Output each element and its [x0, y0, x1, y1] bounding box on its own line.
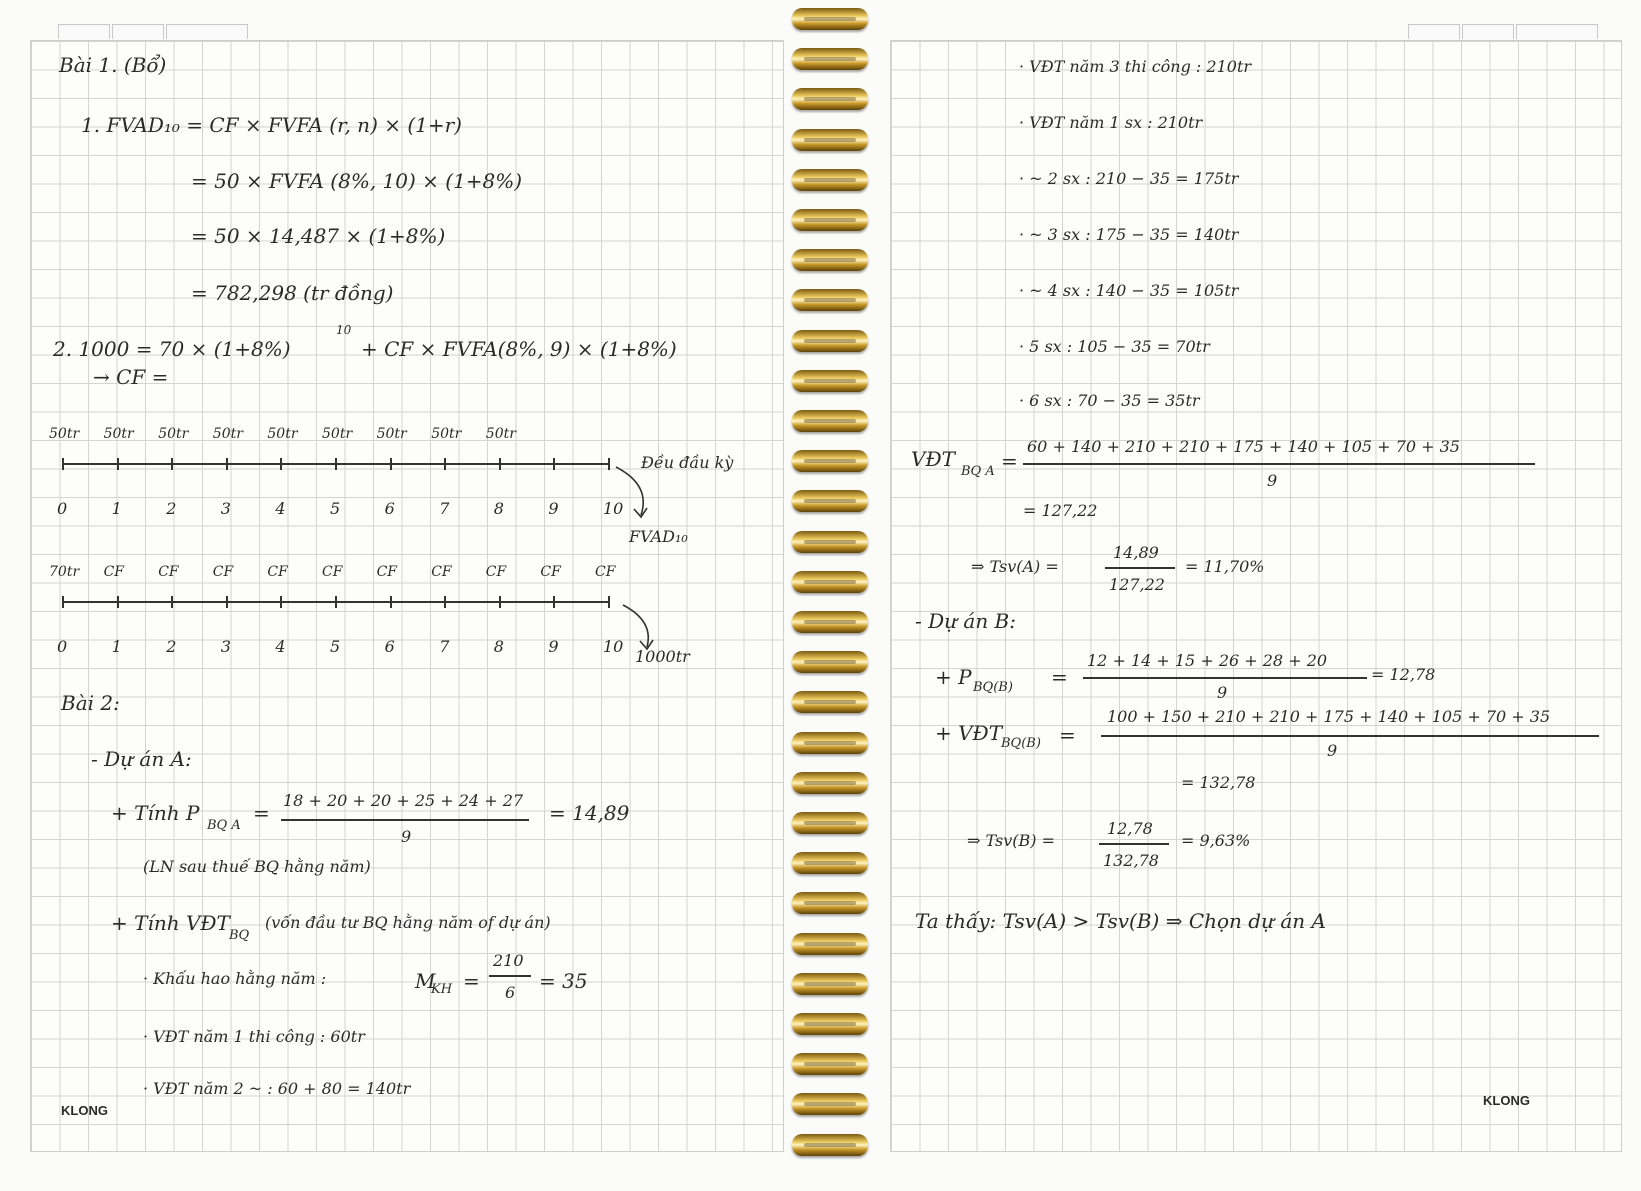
- binding-ring: [792, 1134, 868, 1156]
- bai2-title: Bài 2:: [61, 691, 120, 715]
- timeline1-arrow: [611, 465, 671, 525]
- binding-ring: [792, 330, 868, 352]
- p-avg-denominator: 9: [401, 827, 412, 846]
- timeline-period-label: 6: [384, 637, 395, 656]
- q2-exponent: 10: [336, 323, 352, 337]
- depreciation-sub: KH: [431, 982, 453, 997]
- binding-ring: [792, 8, 868, 30]
- timeline-cashflow-label: CF: [103, 564, 125, 580]
- p-b-numerator: 12 + 14 + 15 + 26 + 28 + 20: [1087, 651, 1328, 670]
- timeline-tick: [280, 458, 282, 470]
- vdt-a-denominator: 9: [1267, 471, 1278, 490]
- project-a-heading: - Dự án A:: [91, 747, 192, 771]
- tsv-a-numerator: 14,89: [1113, 543, 1159, 562]
- timeline-tick: [171, 596, 173, 608]
- timeline-period-label: 10: [603, 637, 624, 656]
- binding-ring: [792, 370, 868, 392]
- vdt-a-sub: BQ A: [961, 464, 995, 479]
- page-tabs-left: [58, 24, 248, 40]
- timeline-cashflow-label: CF: [322, 564, 343, 580]
- timeline-note: Đều đầu kỳ: [641, 453, 734, 472]
- tsv-a-denominator: 127,22: [1109, 575, 1165, 594]
- timeline-cashflow-label: CF: [485, 564, 507, 580]
- timeline-cashflow-label: 50tr: [212, 426, 243, 442]
- fraction-bar: [1099, 843, 1169, 845]
- binding-ring: [792, 88, 868, 110]
- binding-ring: [792, 772, 868, 794]
- production-year2: · ~ 2 sx : 210 − 35 = 175tr: [1019, 169, 1239, 188]
- timeline-tick: [499, 458, 501, 470]
- timeline-period-label: 5: [330, 637, 341, 656]
- vdt-b-label: + VĐT: [935, 721, 1003, 745]
- timeline-tick: [608, 458, 610, 470]
- tsv-b-denominator: 132,78: [1103, 851, 1159, 870]
- vdt-b-sub: BQ(B): [1001, 736, 1041, 751]
- binding-ring: [792, 651, 868, 673]
- vdt-b-denominator: 9: [1327, 741, 1338, 760]
- timeline-cashflow-label: 50tr: [103, 426, 134, 442]
- q1-line1: 1. FVAD₁₀ = CF × FVFA (r, n) × (1+r): [81, 113, 462, 137]
- timeline-cashflow-label: 50tr: [485, 426, 516, 442]
- binding-ring: [792, 531, 868, 553]
- timeline-period-label: 10: [603, 499, 624, 518]
- equals-sign: =: [253, 801, 270, 825]
- timeline-tick: [117, 458, 119, 470]
- p-b-result: = 12,78: [1371, 665, 1436, 684]
- right-notebook-page: [890, 40, 1622, 1152]
- p-b-label: + P: [935, 665, 972, 689]
- vdt-a-result: = 127,22: [1023, 501, 1098, 520]
- q1-line3: = 50 × 14,487 × (1+8%): [191, 224, 446, 248]
- binding-ring: [792, 209, 868, 231]
- binding-ring: [792, 1053, 868, 1075]
- binding-ring: [792, 490, 868, 512]
- tsv-a-result: = 11,70%: [1185, 557, 1265, 576]
- binding-ring: [792, 812, 868, 834]
- p-avg-result: = 14,89: [549, 801, 630, 825]
- binding-ring: [792, 289, 868, 311]
- timeline-period-label: 8: [493, 637, 504, 656]
- fraction-bar: [489, 975, 531, 977]
- vdt-a-label: VĐT: [911, 447, 955, 471]
- conclusion: Ta thấy: Tsv(A) > Tsv(B) ⇒ Chọn dự án A: [915, 909, 1326, 933]
- depreciation-result: = 35: [539, 969, 588, 993]
- binding-ring: [792, 571, 868, 593]
- p-avg-sub: BQ A: [207, 818, 241, 833]
- binding-ring: [792, 852, 868, 874]
- timeline1-result: FVAD₁₀: [629, 527, 688, 546]
- timeline-tick: [499, 596, 501, 608]
- timeline-tick: [171, 458, 173, 470]
- brand-logo: KLONG: [1483, 1093, 1530, 1108]
- fraction-bar: [1105, 567, 1175, 569]
- v-avg-sub: BQ: [229, 928, 250, 943]
- binding-ring: [792, 1013, 868, 1035]
- timeline-tick: [553, 458, 555, 470]
- timeline-cashflow-label: 70tr: [49, 564, 80, 580]
- timeline-period-label: 2: [166, 499, 177, 518]
- timeline-tick: [117, 596, 119, 608]
- p-avg-note: (LN sau thuế BQ hằng năm): [143, 857, 371, 876]
- timeline-period-label: 3: [220, 637, 231, 656]
- timeline-period-label: 4: [275, 499, 286, 518]
- timeline-period-label: 9: [548, 637, 559, 656]
- timeline-period-label: 1: [111, 637, 122, 656]
- fraction-bar: [1083, 677, 1367, 679]
- timeline-tick: [62, 596, 64, 608]
- equals-sign: =: [463, 969, 480, 993]
- timeline-tick: [335, 596, 337, 608]
- timeline-period-label: 1: [111, 499, 122, 518]
- timeline-period-label: 7: [439, 637, 450, 656]
- timeline-tick: [444, 458, 446, 470]
- project-b-heading: - Dự án B:: [915, 609, 1016, 633]
- timeline-cashflow-label: CF: [158, 564, 179, 580]
- binding-ring: [792, 450, 868, 472]
- investment-year2: · VĐT năm 2 ~ : 60 + 80 = 140tr: [143, 1079, 411, 1098]
- timeline-tick: [335, 458, 337, 470]
- fraction-bar: [1101, 735, 1599, 737]
- binding-ring: [792, 1093, 868, 1115]
- binding-ring: [792, 129, 868, 151]
- timeline2-arrow: [619, 603, 669, 653]
- timeline-tick: [226, 596, 228, 608]
- exercise-title: Bài 1. (Bổ): [59, 53, 167, 77]
- production-year6: · 6 sx : 70 − 35 = 35tr: [1019, 391, 1200, 410]
- timeline-tick: [444, 596, 446, 608]
- depreciation-m: M: [415, 969, 436, 993]
- tsv-b-result: = 9,63%: [1181, 831, 1251, 850]
- timeline-period-label: 7: [439, 499, 450, 518]
- depreciation-label: · Khấu hao hằng năm :: [143, 969, 327, 988]
- fraction-bar: [281, 819, 529, 821]
- timeline-cashflow-label: CF: [212, 564, 234, 580]
- timeline-period-label: 2: [166, 637, 177, 656]
- production-year3: · ~ 3 sx : 175 − 35 = 140tr: [1019, 225, 1239, 244]
- tsv-b-numerator: 12,78: [1107, 819, 1153, 838]
- timeline-tick: [226, 458, 228, 470]
- tsv-b-label: ⇒ Tsv(B) =: [967, 831, 1055, 850]
- p-b-denominator: 9: [1217, 683, 1228, 702]
- binding-ring: [792, 973, 868, 995]
- timeline-tick: [280, 596, 282, 608]
- production-year5: · 5 sx : 105 − 35 = 70tr: [1019, 337, 1210, 356]
- investment-year3: · VĐT năm 3 thi công : 210tr: [1019, 57, 1252, 76]
- timeline-tick: [553, 596, 555, 608]
- vdt-a-numerator: 60 + 140 + 210 + 210 + 175 + 140 + 105 + 70 + 35: [1027, 437, 1460, 456]
- v-avg-label: + Tính VĐT: [111, 911, 230, 935]
- q2-line2: → CF =: [93, 365, 169, 389]
- timeline-tick: [608, 596, 610, 608]
- p-avg-label: + Tính P: [111, 801, 200, 825]
- timeline-cashflow-label: 50tr: [376, 426, 407, 442]
- q2-line1: 2. 1000 = 70 × (1+8%): [53, 337, 291, 361]
- binding-ring: [792, 169, 868, 191]
- production-year4: · ~ 4 sx : 140 − 35 = 105tr: [1019, 281, 1239, 300]
- depreciation-denominator: 6: [505, 983, 516, 1002]
- timeline-tick: [390, 596, 392, 608]
- binding-ring: [792, 410, 868, 432]
- investment-year1: · VĐT năm 1 thi công : 60tr: [143, 1027, 365, 1046]
- binding-ring: [792, 933, 868, 955]
- binding-ring: [792, 732, 868, 754]
- binding-ring: [792, 691, 868, 713]
- timeline-cashflow-label: 50tr: [49, 426, 80, 442]
- spiral-binding: [792, 0, 868, 1191]
- timeline-cashflow-label: 50tr: [431, 426, 462, 442]
- timeline2-result: 1000tr: [635, 647, 690, 666]
- binding-ring: [792, 611, 868, 633]
- timeline-cashflow-label: 50tr: [267, 426, 298, 442]
- vdt-b-result: = 132,78: [1181, 773, 1256, 792]
- fraction-bar: [1023, 463, 1535, 465]
- v-avg-note: (vốn đầu tư BQ hằng năm of dự án): [265, 913, 551, 932]
- timeline-tick: [62, 458, 64, 470]
- timeline-period-label: 5: [330, 499, 341, 518]
- timeline-period-label: 9: [548, 499, 559, 518]
- timeline-period-label: 4: [275, 637, 286, 656]
- q2-line1b: + CF × FVFA(8%, 9) × (1+8%): [361, 337, 677, 361]
- timeline-period-label: 3: [220, 499, 231, 518]
- left-notebook-page: [30, 40, 784, 1152]
- p-avg-numerator: 18 + 20 + 20 + 25 + 24 + 27: [283, 791, 524, 810]
- binding-ring: [792, 249, 868, 271]
- equals-sign: =: [1051, 665, 1068, 689]
- timeline-cashflow-label: CF: [540, 564, 561, 580]
- page-tabs-right: [1408, 24, 1598, 40]
- timeline-period-label: 0: [57, 637, 68, 656]
- production-year1: · VĐT năm 1 sx : 210tr: [1019, 113, 1203, 132]
- timeline-tick: [390, 458, 392, 470]
- timeline-period-label: 8: [493, 499, 504, 518]
- timeline-cashflow-label: CF: [376, 564, 398, 580]
- brand-logo: KLONG: [61, 1103, 108, 1118]
- binding-ring: [792, 892, 868, 914]
- depreciation-numerator: 210: [493, 951, 524, 970]
- timeline-cashflow-label: CF: [595, 564, 616, 580]
- vdt-b-numerator: 100 + 150 + 210 + 210 + 175 + 140 + 105 + 70 + 35: [1107, 707, 1551, 726]
- binding-ring: [792, 48, 868, 70]
- equals-sign: =: [1001, 449, 1018, 473]
- timeline-period-label: 0: [57, 499, 68, 518]
- timeline-cashflow-label: CF: [431, 564, 452, 580]
- timeline-period-label: 6: [384, 499, 395, 518]
- q1-line4: = 782,298 (tr đồng): [191, 281, 394, 305]
- q1-line2: = 50 × FVFA (8%, 10) × (1+8%): [191, 169, 523, 193]
- tsv-a-label: ⇒ Tsv(A) =: [971, 557, 1059, 576]
- timeline-cashflow-label: 50tr: [322, 426, 353, 442]
- equals-sign: =: [1059, 723, 1076, 747]
- p-b-sub: BQ(B): [973, 680, 1013, 695]
- timeline-cashflow-label: 50tr: [158, 426, 189, 442]
- timeline-cashflow-label: CF: [267, 564, 288, 580]
